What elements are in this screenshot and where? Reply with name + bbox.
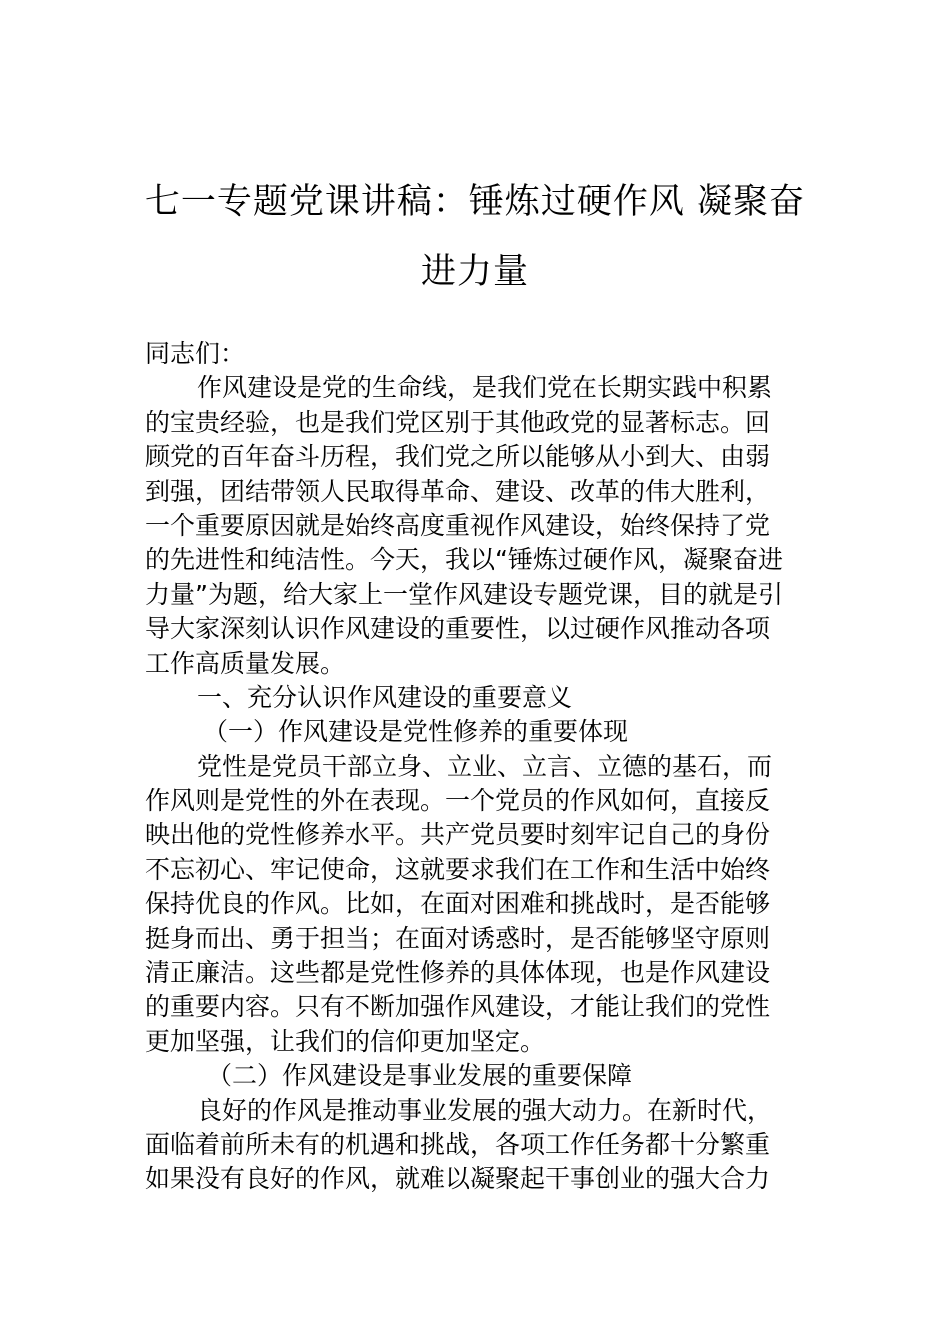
paragraph-line: 映出他的党性修养水平。共产党员要时刻牢记自己的身份 — [145, 820, 771, 850]
paragraph-line: 保持优良的作风。比如，在面对困难和挑战时，是否能够 — [145, 889, 771, 919]
paragraph-line: 面临着前所未有的机遇和挑战，各项工作任务都十分繁重 — [145, 1129, 771, 1159]
paragraph-line: 顾党的百年奋斗历程，我们党之所以能够从小到大、由弱 — [145, 442, 771, 472]
paragraph-line: 更加坚强，让我们的信仰更加坚定。 — [145, 1026, 546, 1056]
paragraph-line: 到强，团结带领人民取得革命、建设、改革的伟大胜利， — [145, 476, 771, 506]
paragraph-line: 的先进性和纯洁性。今天，我以“锤炼过硬作风，凝聚奋进 — [145, 545, 783, 575]
paragraph-line: 一个重要原因就是始终高度重视作风建设，始终保持了党 — [145, 510, 771, 540]
paragraph-line: 的宝贵经验，也是我们党区别于其他政党的显著标志。回 — [145, 407, 771, 437]
paragraph-line: 挺身而出、勇于担当；在面对诱惑时，是否能够坚守原则 — [145, 923, 771, 953]
section-heading: 一、充分认识作风建设的重要意义 — [197, 682, 573, 712]
paragraph-line: 良好的作风是推动事业发展的强大动力。在新时代， — [197, 1095, 773, 1125]
paragraph-line: 作风建设是党的生命线，是我们党在长期实践中积累 — [197, 373, 773, 403]
paragraph-line: 导大家深刻认识作风建设的重要性，以过硬作风推动各项 — [145, 614, 771, 644]
salutation: 同志们： — [145, 339, 246, 368]
document-title-line-1: 七一专题党课讲稿：锤炼过硬作风 凝聚奋 — [144, 182, 806, 222]
document-body — [145, 337, 810, 1197]
paragraph-line: 作风则是党性的外在表现。一个党员的作风如何，直接反 — [145, 786, 771, 816]
paragraph-line: 的重要内容。只有不断加强作风建设，才能让我们的党性 — [145, 992, 771, 1022]
paragraph-line: 如果没有良好的作风，就难以凝聚起干事创业的强大合力 — [145, 1164, 771, 1194]
paragraph-line: 力量”为题，给大家上一堂作风建设专题党课，目的就是引 — [145, 579, 783, 609]
subsection-heading: （二）作风建设是事业发展的重要保障 — [207, 1061, 633, 1091]
paragraph-line: 工作高质量发展。 — [145, 648, 346, 678]
document-title-line-2: 进力量 — [420, 252, 529, 292]
paragraph-line: 不忘初心、牢记使命，这就要求我们在工作和生活中始终 — [145, 854, 771, 884]
paragraph-line: 党性是党员干部立身、立业、立言、立德的基石，而 — [197, 751, 773, 781]
subsection-heading: （一）作风建设是党性修养的重要体现 — [203, 717, 629, 747]
paragraph-line: 清正廉洁。这些都是党性修养的具体体现，也是作风建设 — [145, 958, 771, 988]
